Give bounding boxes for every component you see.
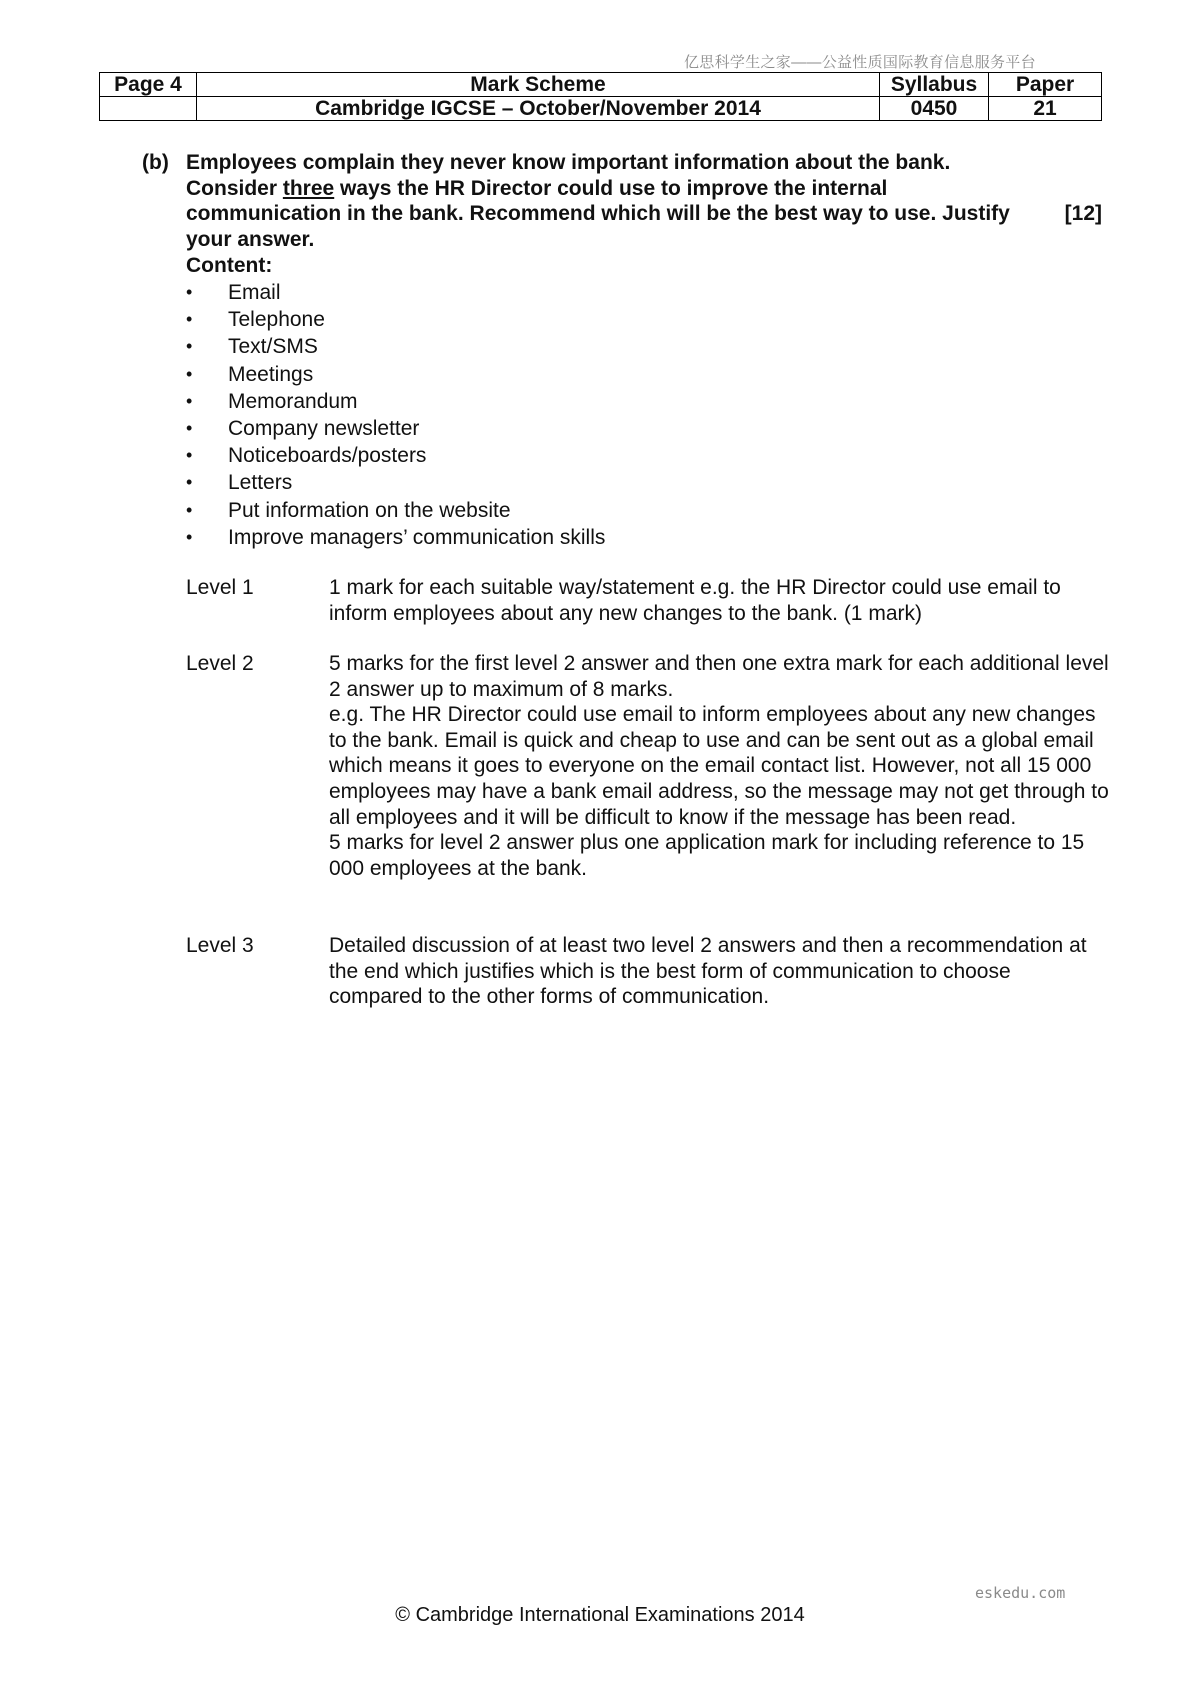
bullet-icon: • (186, 336, 193, 357)
level-paragraph: e.g. The HR Director could use email to inform employees about any new changes to the bank. Email is quick and cheap to use and can be sent out as a global email which means it goes to everyone on the email contact list. However, not all 15 000 employees may have a bank email address, so the message may not get through to all employees and it will be difficult to know if the message has been read. (329, 703, 1109, 829)
level-paragraph: Detailed discussion of at least two level 2 answers and then a recommendation at the end which justifies which is the best form of communication to choose compared to the other forms of communication. (329, 934, 1087, 1009)
content-list-item-text: Letters (228, 471, 293, 495)
bullet-icon: • (186, 417, 193, 438)
content-list-item-text: Meetings (228, 362, 314, 386)
content-list-item (186, 415, 605, 442)
bullet-icon: • (186, 309, 193, 330)
paper-number: 21 (989, 97, 1102, 121)
content-list-item (186, 306, 605, 333)
level-description (329, 575, 1109, 626)
footer-copyright: © Cambridge International Examinations 2014 (395, 1604, 805, 1626)
bullet-icon: • (186, 363, 193, 384)
content-list-item-text: Memorandum (228, 389, 358, 413)
content-list-item (186, 279, 605, 306)
question-text (186, 150, 1046, 252)
content-heading: Content: (186, 254, 273, 277)
content-list-item (186, 524, 605, 551)
level-label: Level 2 (186, 652, 254, 675)
content-list-item (186, 442, 605, 469)
syllabus-code: 0450 (880, 97, 989, 121)
level-label: Level 3 (186, 934, 254, 957)
page-number: Page 4 (100, 73, 197, 97)
bullet-icon: • (186, 499, 193, 520)
bullet-icon: • (186, 445, 193, 466)
level-paragraph: 5 marks for the first level 2 answer and then one extra mark for each additional level 2 answer up to maximum of 8 marks. (329, 652, 1109, 701)
content-list-item-text: Improve managers’ communication skills (228, 525, 606, 549)
exam-session: Cambridge IGCSE – October/November 2014 (197, 97, 880, 121)
syllabus-label: Syllabus (880, 73, 989, 97)
paper-label: Paper (989, 73, 1102, 97)
question-label: (b) (142, 151, 169, 174)
watermark-top: 亿思科学生之家——公益性质国际教育信息服务平台 (684, 54, 1036, 71)
level-description (329, 933, 1109, 1010)
content-list (186, 279, 605, 551)
content-list-item (186, 333, 605, 360)
content-list-item-text: Text/SMS (228, 335, 318, 359)
header-row-2 (100, 97, 1102, 121)
document-title: Mark Scheme (197, 73, 880, 97)
question-text-part2: ways the HR Director could use to improve the internal communication in the bank. Recommend which will be the best way to use. Justify your answer. (186, 176, 1010, 251)
content-list-item-text: Noticeboards/posters (228, 444, 427, 468)
header-table (99, 72, 1102, 121)
level-paragraph: 1 mark for each suitable way/statement e.g. the HR Director could use email to inform employees about any new changes to the bank. (1 mark) (329, 576, 1061, 625)
empty-cell (100, 97, 197, 121)
content-list-item-text: Email (228, 281, 281, 304)
question-text-part1: Employees complain they never know important information about the bank. Consider (186, 151, 951, 200)
content-list-item-text: Telephone (228, 308, 325, 332)
content-list-item (186, 388, 605, 415)
content-list-item (186, 497, 605, 524)
level-paragraph: 5 marks for level 2 answer plus one application mark for including reference to 15 000 employees at the bank. (329, 831, 1085, 880)
level-description (329, 651, 1109, 881)
bullet-icon: • (186, 472, 193, 493)
watermark-bottom: eskedu.com (975, 1584, 1066, 1602)
content-list-item (186, 469, 605, 496)
question-marks: [12] (1064, 202, 1102, 225)
header-row-1 (100, 73, 1102, 97)
content-list-item-text: Put information on the website (228, 498, 511, 522)
bullet-icon: • (186, 390, 193, 411)
content-list-item-text: Company newsletter (228, 416, 420, 440)
level-label: Level 1 (186, 576, 254, 599)
content-list-item (186, 361, 605, 388)
bullet-icon: • (186, 526, 193, 547)
question-text-underlined: three (282, 176, 335, 200)
bullet-icon: • (186, 282, 193, 302)
